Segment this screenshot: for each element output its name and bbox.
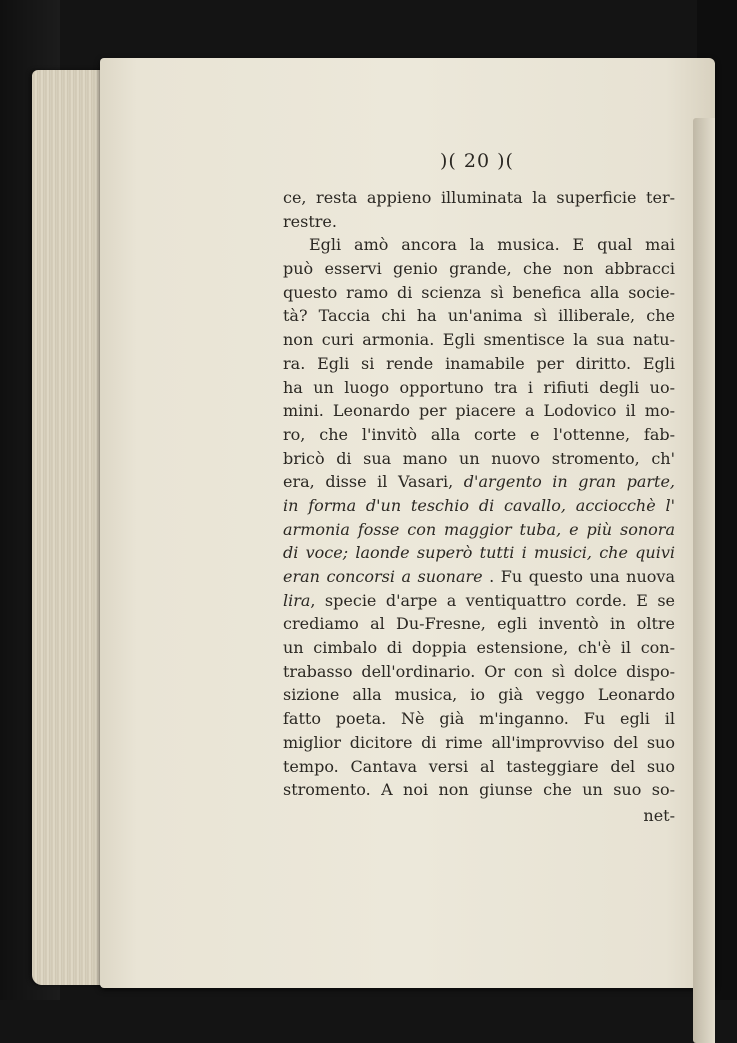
text-line: non curi armonia. Egli smentisce la sua natu-: [283, 330, 675, 350]
text-line: tempo. Cantava versi al tasteggiare del suo: [283, 756, 675, 776]
text-line: un cimbalo di doppia estensione, ch'è il con-: [283, 638, 675, 658]
body-text: [283, 186, 675, 828]
text-line: mini. Leonardo per piacere a Lodovico il mo-: [283, 401, 675, 421]
text-segment: . Fu questo una nuova: [489, 567, 675, 586]
text-line: Egli amò ancora la musica. E qual mai: [309, 235, 675, 255]
quoted-text-line: di voce; laonde superò tutti i musici, che quivi: [283, 543, 675, 563]
text-line: restre.: [283, 211, 337, 231]
catchword: net-: [643, 805, 675, 825]
text-segment: , specie d'arpe a ventiquattro corde. E se: [310, 590, 675, 610]
text-line: può esservi genio grande, che non abbracci: [283, 259, 675, 279]
quoted-text-line: armonia fosse con maggior tuba, e più sonora: [283, 519, 675, 539]
text-line: bricò di sua mano un nuovo stromento, ch': [283, 448, 675, 468]
page-number: )( 20 )(: [440, 150, 514, 172]
text-line: fatto poeta. Nè già m'inganno. Fu egli il: [283, 709, 675, 729]
text-line: sizione alla musica, io già veggo Leonardo: [283, 685, 675, 705]
text-line: stromento. A noi non giunse che un suo so-: [283, 780, 675, 800]
text-line: ro, che l'invitò alla corte e l'ottenne, fab-: [283, 424, 675, 444]
italic-word: lira: [283, 590, 311, 610]
text-line: ra. Egli si rende inamabile per diritto. Egli: [283, 353, 675, 373]
quoted-text: d'argento in gran parte,: [463, 472, 676, 492]
text-line: questo ramo di scienza sì benefica alla socie-: [283, 282, 675, 302]
next-page-edge: [693, 118, 715, 1043]
quoted-text: eran concorsi a suonare: [283, 567, 483, 586]
text-segment: era, disse il Vasari,: [283, 472, 454, 492]
text-line: crediamo al Du-Fresne, egli inventò in oltre: [283, 614, 675, 634]
text-line: miglior dicitore di rime all'improvviso del suo: [283, 732, 675, 752]
text-line: [283, 470, 675, 494]
text-line: ha un luogo opportuno tra i rifiuti degli uo-: [283, 377, 675, 397]
text-line: [283, 565, 675, 589]
text-line: [283, 589, 675, 613]
text-line: trabasso dell'ordinario. Or con sì dolce dispo-: [283, 661, 675, 681]
quoted-text-line: in forma d'un teschio di cavallo, acciocchè l': [283, 495, 675, 515]
text-line: tà? Taccia chi ha un'anima sì illiberale, che: [283, 306, 675, 326]
text-line: ce, resta appieno illuminata la superficie ter-: [283, 188, 675, 207]
